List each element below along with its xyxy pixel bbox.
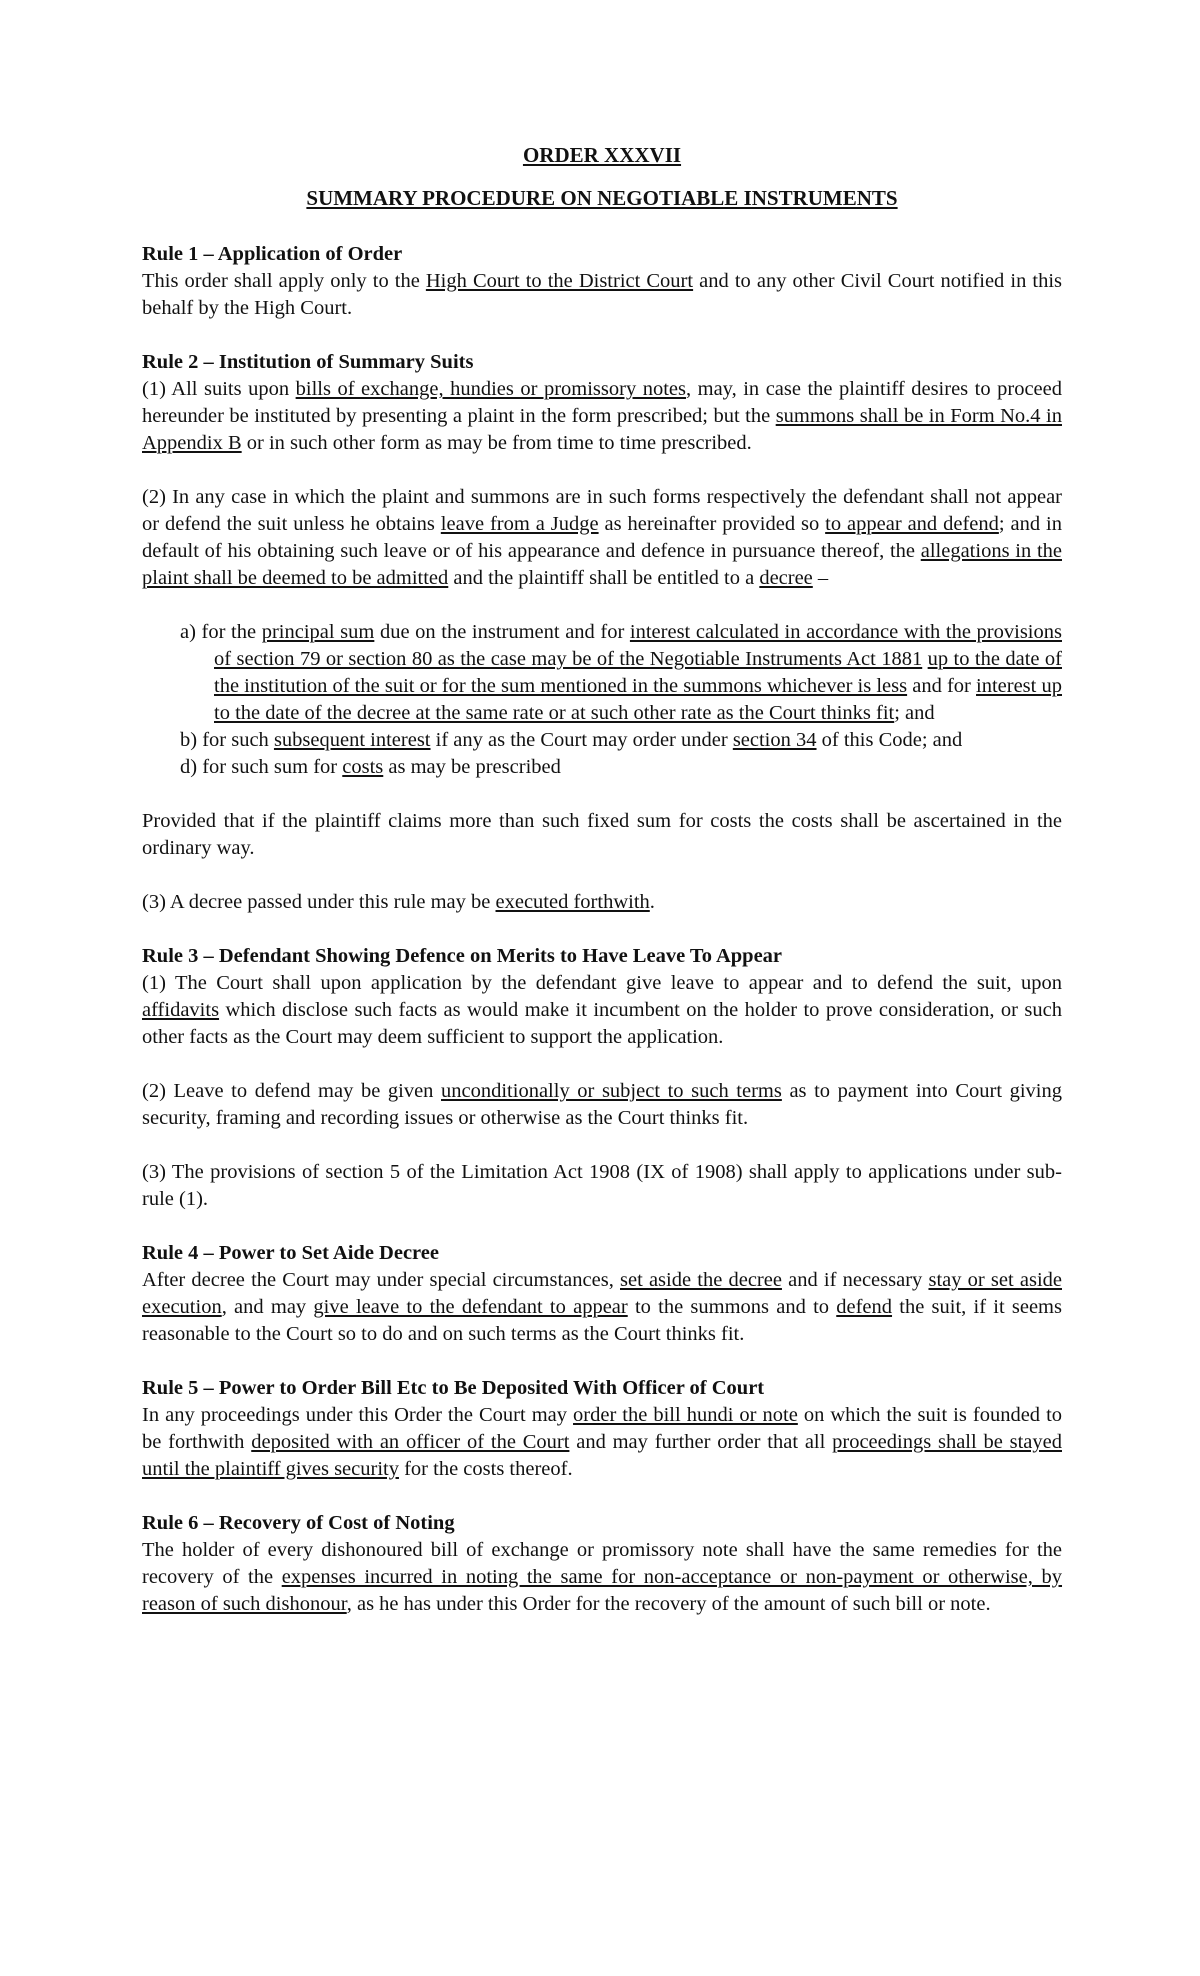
list-item: a) for the principal sum due on the instrument and for interest calculated in accordance with the provisions of section 79 or section 80 as the case may be of the Negotiable Instruments Act 1881 up to the date of the institution of the suit or for the sum mentioned in the summons whichever is less and for interest up to the date of the decree at the same rate or at such other rate as the Court thinks fit; and	[180, 621, 1062, 724]
rule-2-subrule-2: (2) In any case in which the plaint and summons are in such forms respectively the defendant shall not appear or defend the suit unless he obtains leave from a Judge as hereinafter provided so to appear and defend; and in default of his obtaining such leave or of his appearance and defence in pursuance thereof, the allegations in the plaint shall be deemed to be admitted and the plaintiff shall be entitled to a decree –	[142, 486, 1062, 589]
rule-2-proviso: Provided that if the plaintiff claims more than such fixed sum for costs the costs shall be ascertained in the ordinary way.	[142, 810, 1062, 859]
rule-3-subrule-3: (3) The provisions of section 5 of the Limitation Act 1908 (IX of 1908) shall apply to applications under sub-rule (1).	[142, 1161, 1062, 1210]
rule-3-subrule-1: (1) The Court shall upon application by the defendant give leave to appear and to defend the suit, upon affidavits which disclose such facts as would make it incumbent on the holder to prove consideration, or such other facts as the Court may deem sufficient to support the application.	[142, 972, 1062, 1048]
rule-5-text: In any proceedings under this Order the Court may order the bill hundi or note on which the suit is founded to be forthwith deposited with an officer of the Court and may further order that all proceedings shall be stayed until the plaintiff gives security for the costs thereof.	[142, 1404, 1063, 1480]
rule-1-heading: Rule 1 – Application of Order	[142, 243, 403, 265]
list-item: d) for such sum for costs as may be prescribed	[180, 756, 561, 778]
rule-6-heading: Rule 6 – Recovery of Cost of Noting	[142, 1512, 455, 1534]
decree-items-list	[142, 619, 1062, 781]
list-item: b) for such subsequent interest if any as the Court may order under section 34 of this Code; and	[180, 729, 963, 751]
rule-2-subrule-1: (1) All suits upon bills of exchange, hundies or promissory notes, may, in case the plaintiff desires to proceed hereunder be instituted by presenting a plaint in the form prescribed; but the summons shall be in Form No.4 in Appendix B or in such other form as may be from time to time prescribed.	[142, 378, 1062, 454]
rule-3-heading: Rule 3 – Defendant Showing Defence on Merits to Have Leave To Appear	[142, 945, 783, 967]
rule-3-subrule-2: (2) Leave to defend may be given unconditionally or subject to such terms as to payment into Court giving security, framing and recording issues or otherwise as the Court thinks fit.	[142, 1080, 1062, 1129]
rule-4-text: After decree the Court may under special circumstances, set aside the decree and if necessary stay or set aside execution, and may give leave to the defendant to appear to the summons and to defend the suit, if it seems reasonable to the Court so to do and on such terms as the Court thinks fit.	[142, 1269, 1062, 1345]
order-subtitle: SUMMARY PROCEDURE ON NEGOTIABLE INSTRUMENTS	[306, 186, 898, 210]
rule-1-text: This order shall apply only to the High Court to the District Court and to any other Civil Court notified in this behalf by the High Court.	[142, 270, 1062, 319]
rule-2-heading: Rule 2 – Institution of Summary Suits	[142, 351, 474, 373]
rule-2-subrule-3: (3) A decree passed under this rule may be executed forthwith.	[142, 891, 655, 913]
order-title: ORDER XXXVII	[522, 143, 682, 167]
rule-4-heading: Rule 4 – Power to Set Aide Decree	[142, 1242, 439, 1264]
rule-6-text: The holder of every dishonoured bill of exchange or promissory note shall have the same remedies for the recovery of the expenses incurred in noting the same for non-acceptance or non-payment or otherwise, by reason of such dishonour, as he has under this Order for the recovery of the amount of such bill or note.	[142, 1539, 1063, 1615]
rule-5-heading: Rule 5 – Power to Order Bill Etc to Be Deposited With Officer of Court	[142, 1377, 765, 1399]
